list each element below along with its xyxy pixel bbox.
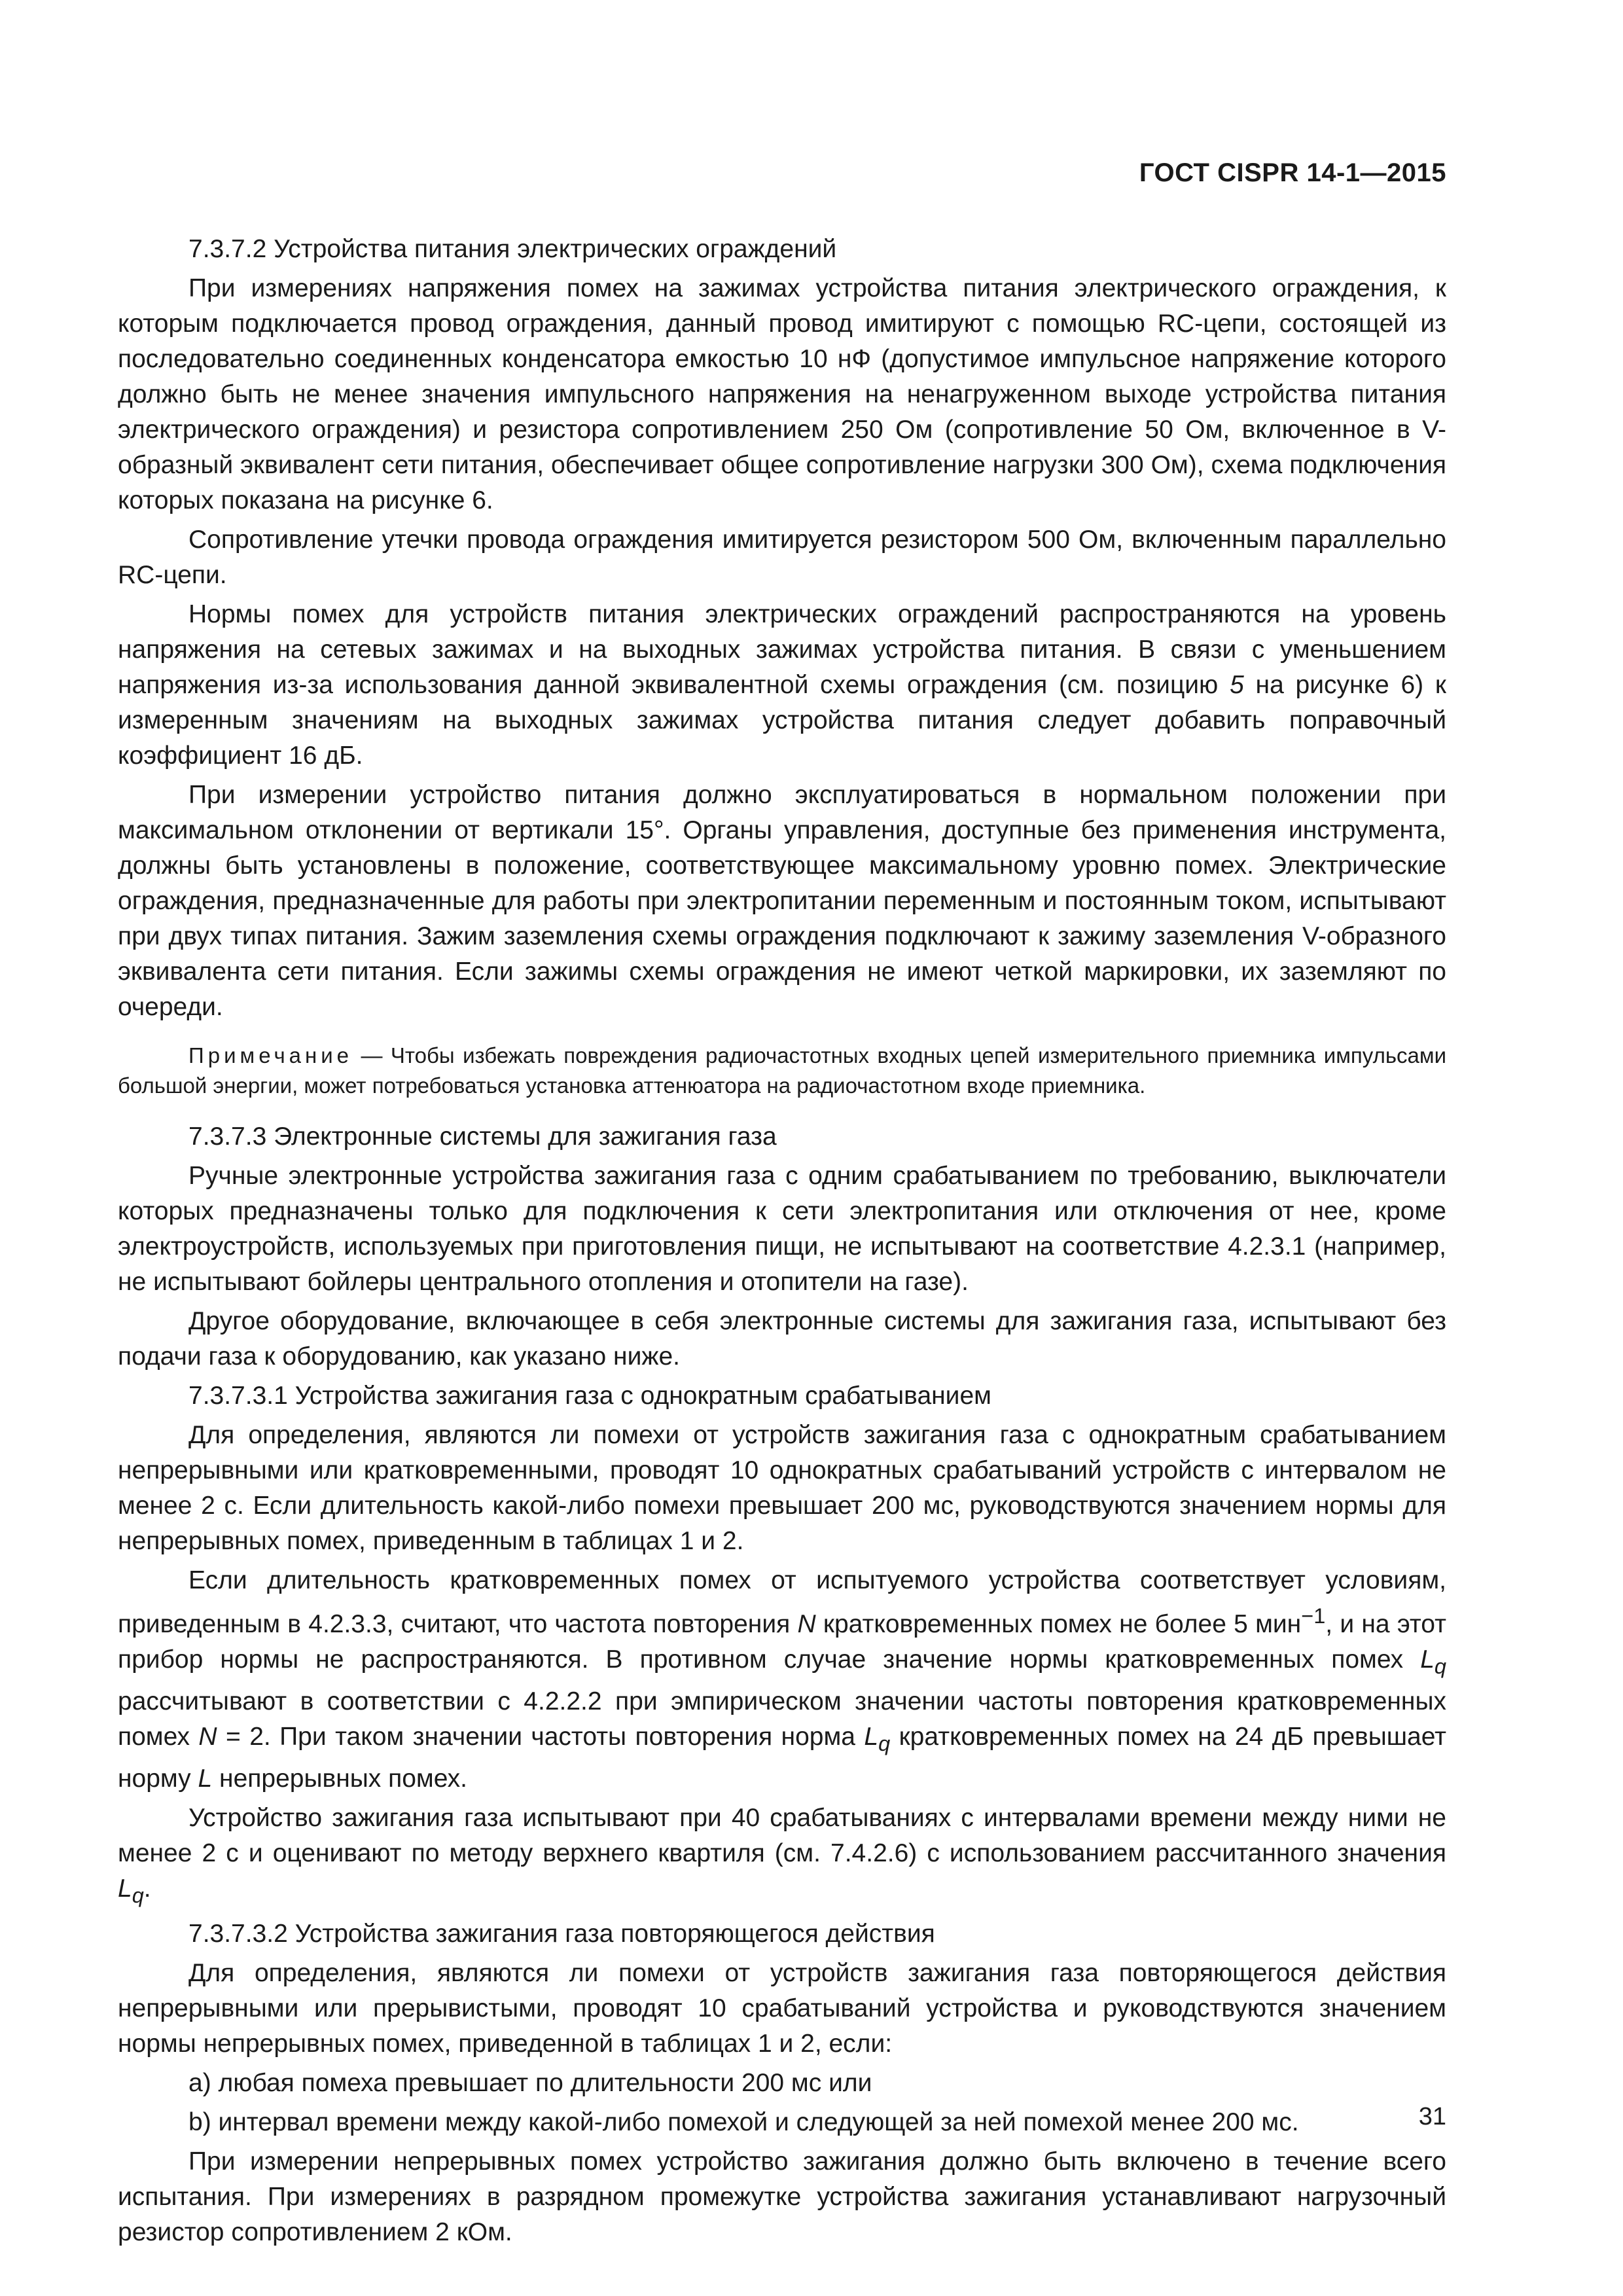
- text-run: , и на этот прибор нормы не распространяются. В противном случае значение нормы кратковременных помех: [118, 1610, 1446, 1674]
- paragraph: Другое оборудование, включающее в себя электронные системы для зажигания газа, испытывают без подачи газа к оборудованию, как указано ниже.: [118, 1307, 1446, 1371]
- note-text: — Чтобы избежать повреждения радиочастотных входных цепей измерительного приемника импульсами большой энергии, может потребоваться установка аттенюатора на радиочастотном входе приемника.: [118, 1043, 1446, 1098]
- position-number: 5: [1230, 671, 1244, 699]
- text-run: непрерывных помех.: [212, 1764, 467, 1793]
- paragraph: При измерениях напряжения помех на зажимах устройства питания электрического ограждения, к которым подключается провод ограждения, данный провод имитируют с помощью RC-цепи, состоящей из последовательно соединенных конденсатора емкостью 10 нФ (допустимое импульсное напряжение которого должно быть не менее значения импульсного напряжения на ненагруженном выходе устройства питания электрического ограждения) и резистора сопротивлением 250 Ом (сопротивление 50 Ом, включенное в V-образный эквивалент сети питания, обеспечивает общее сопротивление нагрузки 300 Ом), схема подключения которых показана на рисунке 6.: [118, 274, 1446, 514]
- symbol-l: L: [198, 1764, 213, 1793]
- section-heading-73731: 7.3.7.3.1 Устройства зажигания газа с однократным срабатыванием: [188, 1382, 991, 1410]
- symbol-q: q: [878, 1731, 891, 1755]
- symbol-q: q: [132, 1883, 144, 1907]
- subscript-q: [878, 1732, 890, 1755]
- symbol-n: N: [797, 1610, 816, 1638]
- superscript: −1: [1301, 1604, 1326, 1628]
- symbol-l: L: [118, 1874, 132, 1903]
- section-heading-7372: 7.3.7.2 Устройства питания электрических ограждений: [188, 235, 837, 263]
- subscript-q: [1435, 1655, 1446, 1678]
- list-item: a) любая помеха превышает по длительности 200 мс или: [188, 2069, 872, 2098]
- paragraph: Для определения, являются ли помехи от устройств зажигания газа повторяющегося действия непрерывными или прерывистыми, проводят 10 срабатываний устройства и руководствуются значением нормы непрерывных помех, приведенной в таблицах 1 и 2, если:: [118, 1959, 1446, 2058]
- text-run: Нормы помех для устройств питания электрических ограждений распространяются на уровень напряжения на сетевых зажимах и на выходных зажимах устройства питания. В связи с уменьшением напряжения из-за использования данной эквивалентной схемы ограждения (см. позицию: [118, 600, 1446, 699]
- paragraph: Для определения, являются ли помехи от устройств зажигания газа с однократным срабатыванием непрерывными или кратковременными, проводят 10 однократных срабатываний устройств с интервалом не менее 2 с. Если длительность какой-либо помехи превышает 200 мс, руководствуются значением нормы для непрерывных помех, приведенным в таблицах 1 и 2.: [118, 1421, 1446, 1555]
- page-number: 31: [1418, 2103, 1446, 2130]
- text-run: .: [143, 1874, 151, 1903]
- text-run: Если длительность кратковременных помех от испытуемого устройства соответствует условиям, приведенным в 4.2.3.3, считают, что частота повторения: [118, 1566, 1446, 1638]
- text-run: рассчитывают в соответствии с 4.2.2.2 при эмпирическом значении частоты повторения кратковременных помех: [118, 1687, 1446, 1751]
- list-item: b) интервал времени между какой-либо помехой и следующей за ней помехой менее 200 мс.: [188, 2108, 1299, 2137]
- paragraph: [118, 597, 1446, 774]
- text-run: = 2. При таком значении частоты повторения норма: [217, 1722, 865, 1751]
- paragraph: Ручные электронные устройства зажигания газа с одним срабатыванием по требованию, выключатели которых предназначены только для подключения к сети электропитания или отключения от нее, кроме электроустройств, используемых при приготовления пищи, не испытывают на соответствие 4.2.3.1 (например, не испытывают бойлеры центрального отопления и отопители на газе).: [118, 1162, 1446, 1296]
- subscript-q: [132, 1883, 144, 1907]
- paragraph: [118, 1801, 1446, 1913]
- symbol-n: N: [198, 1722, 217, 1751]
- section-heading-73732: 7.3.7.3.2 Устройства зажигания газа повторяющегося действия: [188, 1920, 935, 1948]
- text-run: на рисунке 6) к измеренным значениям на выходных зажимах устройства питания следует добавить поправочный коэффициент 16 дБ.: [118, 671, 1446, 770]
- symbol-q: q: [1434, 1654, 1446, 1678]
- paragraph: Сопротивление утечки провода ограждения имитируется резистором 500 Ом, включенным параллельно RC-цепи.: [118, 526, 1446, 589]
- document-body: [118, 229, 1446, 2254]
- paragraph: При измерении непрерывных помех устройство зажигания должно быть включено в течение всего испытания. При измерениях в разрядном промежутке устройства зажигания устанавливают нагрузочный резистор сопротивлением 2 кОм.: [118, 2147, 1446, 2247]
- note: [118, 1041, 1446, 1101]
- symbol-l: L: [864, 1722, 879, 1751]
- standard-header: ГОСТ CISPR 14-1—2015: [1139, 158, 1446, 187]
- paragraph: При измерении устройство питания должно эксплуатироваться в нормальном положении при максимальном отклонении от вертикали 15°. Органы управления, доступные без применения инструмента, должны быть установлены в положение, соответствующее максимальному уровню помех. Электрические ограждения, предназначенные для работы при электропитании переменным и постоянным током, испытывают при двух типах питания. Зажим заземления схемы ограждения подключают к зажиму заземления V-образного эквивалента сети питания. Если зажимы схемы ограждения не имеют четкой маркировки, их заземляют по очереди.: [118, 781, 1446, 1021]
- section-heading-7373: 7.3.7.3 Электронные системы для зажигания газа: [188, 1122, 777, 1151]
- note-label: Примечание: [188, 1043, 353, 1067]
- symbol-l: L: [1420, 1645, 1435, 1674]
- text-run: кратковременных помех на 24 дБ превышает норму: [118, 1722, 1446, 1793]
- text-run: кратковременных помех не более 5 мин: [815, 1610, 1302, 1638]
- text-run: Устройство зажигания газа испытывают при 40 срабатываниях с интервалами времени между ними не менее 2 с и оценивают по методу верхнего квартиля (см. 7.4.2.6) с использованием рассчитанного значения: [118, 1803, 1446, 1867]
- paragraph: [118, 1563, 1446, 1797]
